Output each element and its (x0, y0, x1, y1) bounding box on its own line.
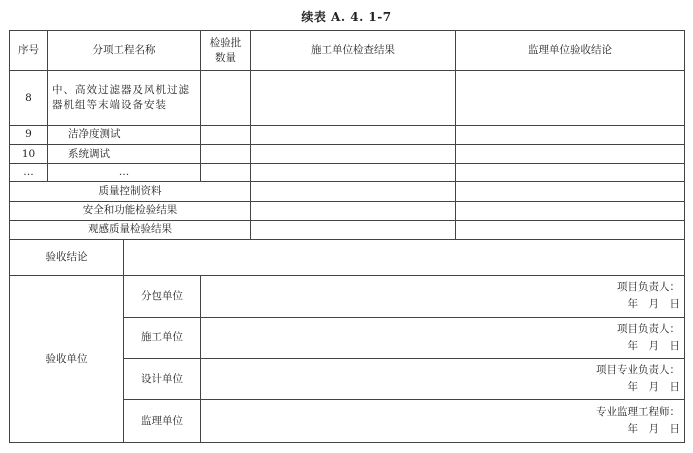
sign-date: 年 月 日 (627, 339, 680, 352)
header-name: 分项工程名称 (48, 31, 201, 71)
unit-sign-cell (201, 317, 685, 358)
row-result-cell (251, 164, 456, 182)
unit-sign-cell (201, 400, 685, 443)
row-batch-cell (201, 145, 251, 164)
row-result-cell (251, 145, 456, 164)
header-supervision-conclusion: 监理单位验收结论 (456, 31, 685, 71)
row-batch-cell (201, 125, 251, 144)
row-seq: 10 (10, 145, 48, 164)
unit-name: 监理单位 (124, 400, 201, 443)
row-batch-cell (201, 164, 251, 182)
unit-row (10, 276, 685, 317)
signer-label: 专业监理工程师： (596, 406, 680, 419)
signer-label: 项目负责人： (617, 281, 680, 294)
unit-sign-cell (201, 276, 685, 317)
summary-row (10, 182, 685, 201)
row-name: 中、高效过滤器及风机过滤器机组等末端设备安装 (48, 71, 201, 126)
table-title: 续表 A. 4. 1-7 (301, 10, 392, 24)
signer-label: 项目专业负责人： (596, 364, 680, 377)
row-conclusion-cell (456, 71, 685, 126)
summary-conclusion-cell (456, 182, 685, 201)
summary-result-cell (251, 220, 456, 239)
table-row (10, 145, 685, 164)
header-construction-result: 施工单位检查结果 (251, 31, 456, 71)
summary-row (10, 220, 685, 239)
acceptance-conclusion-cell (124, 239, 685, 275)
acceptance-units-label: 验收单位 (10, 276, 124, 443)
header-seq: 序号 (10, 31, 48, 71)
header-row (10, 31, 685, 71)
row-name: 系统调试 (48, 145, 201, 164)
row-result-cell (251, 125, 456, 144)
acceptance-table (9, 30, 684, 443)
summary-result-cell (251, 201, 456, 220)
summary-quality-data: 质量控制资料 (10, 182, 251, 201)
row-conclusion-cell (456, 164, 685, 182)
sign-date: 年 月 日 (627, 423, 680, 436)
row-conclusion-cell (456, 125, 685, 144)
row-seq: 8 (10, 71, 48, 126)
unit-name: 施工单位 (124, 317, 201, 358)
summary-appearance: 观感质量检验结果 (10, 220, 251, 239)
unit-name: 分包单位 (124, 276, 201, 317)
summary-row (10, 201, 685, 220)
summary-conclusion-cell (456, 201, 685, 220)
summary-safety-function: 安全和功能检验结果 (10, 201, 251, 220)
table-row (10, 125, 685, 144)
table-row (10, 71, 685, 126)
row-name: … (48, 164, 201, 182)
sign-date: 年 月 日 (627, 298, 680, 311)
summary-result-cell (251, 182, 456, 201)
row-batch-cell (201, 71, 251, 126)
row-conclusion-cell (456, 145, 685, 164)
row-result-cell (251, 71, 456, 126)
row-seq: 9 (10, 125, 48, 144)
row-seq: … (10, 164, 48, 182)
unit-name: 设计单位 (124, 359, 201, 400)
acceptance-conclusion-label: 验收结论 (10, 239, 124, 275)
unit-sign-cell (201, 359, 685, 400)
sign-date: 年 月 日 (627, 381, 680, 394)
table-row (10, 164, 685, 182)
row-name: 洁净度测试 (48, 125, 201, 144)
signer-label: 项目负责人： (617, 322, 680, 335)
header-batch: 检验批数量 (201, 31, 251, 71)
summary-conclusion-cell (456, 220, 685, 239)
acceptance-conclusion-row (10, 239, 685, 275)
